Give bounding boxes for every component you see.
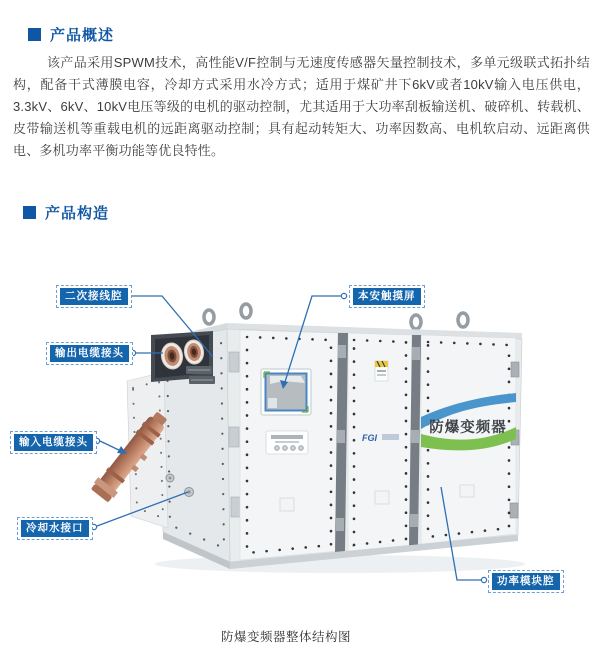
callout-output-cable-connector bbox=[46, 342, 133, 365]
touchscreen-window bbox=[261, 369, 311, 415]
section-title: 产品概述 bbox=[50, 27, 115, 44]
callout-secondary-wiring-cavity bbox=[56, 285, 132, 308]
nameplate-text: 防爆变频器 bbox=[429, 420, 507, 436]
overview-paragraph: 该产品采用SPWM技术，高性能V/F控制与无速度传感器矢量控制技术，多单元级联式拓扑结构，配备干式薄膜电容，冷却方式采用水冷方式；适用于煤矿井下6kV或者10kV输入电压供电，3.3kV、6kV、10kV电压等级的电机的驱动控制，尤其适用于大功率刮板输送机、破碎机、转载机、皮带输送机等重载电机的远距离驱动控制；具有起动转矩大、功率因数高、电机软启动、远距离供电、多机功率平衡功能等优良特性。 bbox=[13, 55, 590, 158]
callout-label: 功率模块腔 bbox=[492, 573, 560, 590]
output-connector-box bbox=[151, 331, 213, 382]
callout-label: 二次接线腔 bbox=[60, 288, 128, 305]
brand-text: FGI bbox=[362, 433, 377, 443]
callout-power-module-cavity bbox=[488, 570, 564, 593]
callout-touchscreen bbox=[349, 285, 425, 308]
callout-input-cable-connector bbox=[10, 431, 97, 454]
callout-label: 本安触摸屏 bbox=[353, 288, 421, 305]
callout-cooling-water-port bbox=[17, 517, 93, 540]
callout-label: 输入电缆接头 bbox=[14, 434, 93, 451]
callout-label: 冷却水接口 bbox=[21, 520, 89, 537]
section-title: 产品构造 bbox=[45, 205, 110, 222]
diagram-caption: 防爆变频器整体结构图 bbox=[220, 630, 351, 644]
indicator-plate bbox=[266, 431, 308, 454]
callout-label: 输出电缆接头 bbox=[50, 345, 129, 362]
